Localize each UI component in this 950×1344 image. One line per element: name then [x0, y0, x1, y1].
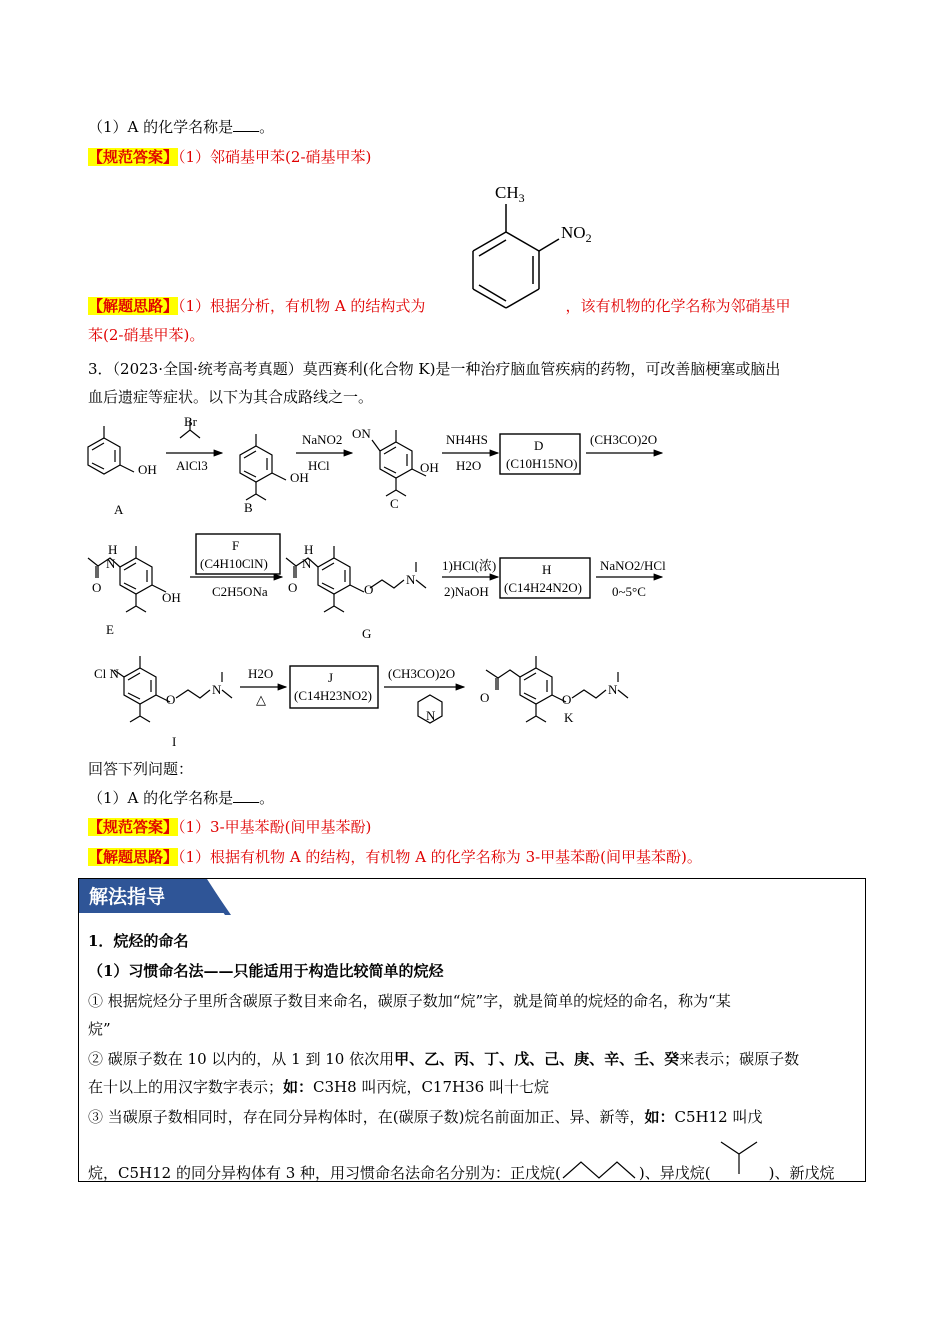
label-c: C [390, 496, 399, 511]
d-formula: (C10H15NO) [506, 456, 578, 471]
f-name: F [232, 538, 240, 553]
n-k: N [608, 682, 618, 697]
reagent-hcl: HCl [308, 458, 330, 473]
oh-e: OH [162, 590, 181, 605]
n-i: N [212, 682, 222, 697]
guide-heading-2: （1）习惯命名法——只能适用于构造比较简单的烷烃 [88, 962, 444, 980]
f-formula: (C4H10ClN) [200, 556, 268, 571]
reagent-nano2: NaNO2 [302, 432, 343, 447]
q3-answer: （1）3-甲基苯酚(间甲基苯酚) [178, 818, 372, 836]
guide-p3a [88, 1106, 762, 1128]
o-g-ether: O [364, 582, 374, 597]
j-formula: (C14H23NO2) [294, 688, 372, 703]
o-k-carbonyl: O [480, 690, 490, 705]
q3-question-line [88, 787, 274, 809]
compound-c [372, 430, 426, 496]
q3-question-end: 。 [259, 789, 275, 807]
oh-c: OH [420, 460, 439, 475]
answer-blank [233, 117, 259, 132]
compound-k [486, 656, 628, 722]
compound-e [88, 546, 166, 612]
oh-a: OH [138, 462, 157, 477]
guide-p2a-bold: 甲、乙、丙、丁、戊、己、庚、辛、壬、癸 [394, 1050, 680, 1068]
o-k-ether: O [562, 692, 572, 707]
synthesis-scheme [80, 408, 680, 758]
q3-intro-2: 血后遗症等症状。以下为其合成路线之一。 [88, 388, 374, 406]
q3-prompt: 回答下列问题： [88, 760, 194, 778]
answer-line [88, 146, 371, 168]
idea-tag: 【解题思路】 [88, 297, 179, 315]
reagent-hcl-conc: 1)HCl(浓) [442, 558, 497, 573]
label-b: B [244, 500, 253, 515]
guide-p1a: ① 根据烷烃分子里所含碳原子数目来命名，碳原子数加“烷”字，就是简单的烷烃的命名，称为“某 [88, 992, 731, 1010]
q3-idea-tag: 【解题思路】 [88, 848, 179, 866]
reagent-heat: △ [256, 692, 266, 707]
answer-tag: 【规范答案】 [88, 148, 179, 166]
question-text: （1）A 的化学名称是 [88, 118, 234, 136]
idea-line [88, 295, 790, 317]
q3-idea-line [88, 846, 702, 868]
d-name: D [534, 438, 544, 453]
oh-b: OH [290, 470, 309, 485]
j-name: J [328, 670, 334, 685]
label-i: I [172, 734, 177, 749]
o-g-carbonyl: O [288, 580, 298, 595]
n-g: N [302, 556, 312, 571]
q3-answer-tag: 【规范答案】 [88, 818, 179, 836]
ring-real [473, 204, 559, 308]
idea-text-c: 苯(2-硝基甲苯)。 [88, 326, 205, 344]
reagent-temp: 0~5°C [612, 584, 646, 599]
reagent-ac2o-2: (CH3CO)2O [388, 666, 456, 681]
n-pentane-skeleton [561, 1158, 639, 1182]
guide-p2a [88, 1048, 799, 1070]
label-k: K [564, 710, 574, 725]
h-g: H [304, 542, 314, 557]
pyridine-n: N [426, 708, 436, 723]
guide-p3b-2: )、异戊烷( [638, 1164, 711, 1182]
guide-banner [79, 879, 249, 917]
h-formula: (C14H24N2O) [504, 580, 582, 595]
o-i: O [166, 692, 176, 707]
reagent-h2o: H2O [456, 458, 482, 473]
guide-p3a-bold: 如： [644, 1108, 675, 1126]
guide-heading-1: 1．烷烃的命名 [88, 932, 189, 950]
guide-p2a-pre: ② 碳原子数在 10 以内的，从 1 到 10 依次用 [88, 1050, 395, 1068]
h-name: H [542, 562, 552, 577]
on-c: ON [352, 426, 371, 441]
guide-p3b-1: 烷，C5H12 的同分异构体有 3 种，用习惯命名法命名分别为：正戊烷( [88, 1164, 561, 1182]
guide-p2b-bold: 如： [283, 1078, 314, 1096]
q3-intro-1: 3．（2023·全国·统考高考真题）莫西赛利(化合物 K)是一种治疗脑血管疾病的药物，可改善脑梗塞或脑出 [88, 360, 781, 378]
reagent-nano2-hcl: NaNO2/HCl [600, 558, 666, 573]
reagent-alcl3: AlCl3 [176, 458, 208, 473]
guide-p2a-post: 来表示；碳原子数 [679, 1050, 800, 1068]
idea-text-b: ，该有机物的化学名称为邻硝基甲 [565, 297, 791, 315]
q3-idea: （1）根据有机物 A 的结构，有机物 A 的化学名称为 3-甲基苯酚(间甲基苯酚)。 [178, 848, 702, 866]
label-e: E [106, 622, 114, 637]
ch3-label: $CH_3$ [495, 183, 525, 205]
no2-label: $NO_2$ [561, 223, 592, 245]
reagent-ac2o-1: (CH3CO)2O [590, 432, 658, 447]
compound-b [240, 434, 286, 500]
q3-answer-line [88, 816, 371, 838]
guide-p2b-example: C3H8 叫丙烷，C17H36 叫十七烷 [313, 1078, 549, 1096]
compound-a [88, 426, 134, 474]
cl-n2-i: Cl N [94, 666, 119, 681]
reagent-nh4hs: NH4HS [446, 432, 488, 447]
o-e: O [92, 580, 102, 595]
guide-p2b-pre: 在十以上的用汉字数字表示； [88, 1078, 284, 1096]
q3-question: （1）A 的化学名称是 [88, 789, 234, 807]
h-e: H [108, 542, 118, 557]
guide-p3b-3: )、新戊烷 [768, 1164, 835, 1182]
guide-p2b [88, 1076, 549, 1098]
reagent-h2o-2: H2O [248, 666, 274, 681]
label-g: G [362, 626, 372, 641]
question-line [88, 116, 274, 138]
reagent-c2h5ona: C2H5ONa [212, 584, 268, 599]
question-end: 。 [259, 118, 275, 136]
idea-text-a: （1）根据分析，有机物 A 的结构式为 [178, 297, 426, 315]
answer-text: （1）邻硝基甲苯(2-硝基甲苯) [178, 148, 372, 166]
guide-p3a-pre: ③ 当碳原子数相同时，存在同分异构体时，在(碳原子数)烷名前面加正、异、新等， [88, 1108, 645, 1126]
n-g-amine: N [406, 572, 416, 587]
guide-p3a-post: C5H12 叫戊 [674, 1108, 763, 1126]
reagent-br: Br [184, 414, 197, 429]
reagent-naoh: 2)NaOH [444, 584, 489, 599]
isopentane-skeleton [711, 1156, 769, 1178]
guide-banner-text: 解法指导 [89, 887, 166, 908]
guide-p3b [88, 1156, 834, 1184]
q3-answer-blank [233, 788, 259, 803]
n-e: N [106, 556, 116, 571]
label-a: A [114, 502, 124, 517]
guide-p1b: 烷” [88, 1020, 111, 1038]
